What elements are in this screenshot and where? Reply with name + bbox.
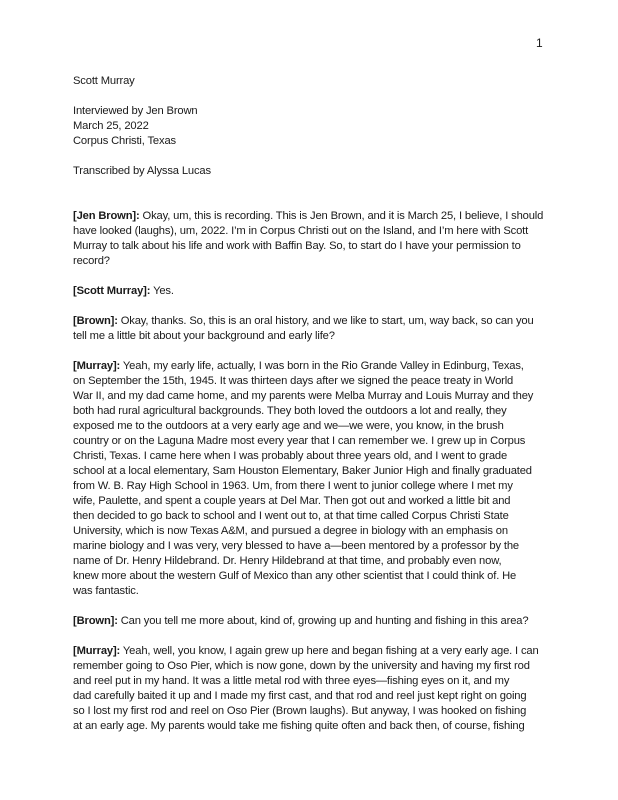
line-text: Can you tell me more about, kind of, growing up and hunting and fishing in this area? bbox=[117, 615, 529, 627]
transcript-line bbox=[73, 674, 553, 689]
line-text: on September the 15th, 1945. It was thirteen days after we signed the peace treaty in World bbox=[73, 375, 514, 387]
line-text: school at a local elementary, Sam Houston Elementary, Baker Junior High and finally graduated bbox=[73, 465, 532, 477]
transcript-line bbox=[73, 314, 553, 329]
transcript-line bbox=[73, 494, 553, 509]
spacer bbox=[73, 629, 553, 644]
spacer bbox=[73, 179, 553, 194]
transcript-paragraph bbox=[73, 644, 553, 734]
speaker-label: [Murray]: bbox=[73, 645, 121, 657]
line-text: Yeah, well, you know, I again grew up here and began fishing at a very early age. I can bbox=[120, 645, 539, 657]
interview-date: March 25, 2022 bbox=[73, 120, 149, 132]
line-text: have looked (laughs), um, 2022. I’m in Corpus Christi out on the Island, and I’m here with Scott bbox=[73, 225, 529, 237]
speaker-label: [Brown]: bbox=[73, 315, 118, 327]
line-text: University, which is now Texas A&M, and pursued a degree in biology with an emphasis on bbox=[73, 525, 508, 537]
transcript-line bbox=[73, 689, 553, 704]
page-number: 1 bbox=[536, 36, 543, 50]
line-text: record? bbox=[73, 255, 110, 267]
line-text: wife, Paulette, and spent a couple years at Del Mar. Then got out and worked a little bit and bbox=[73, 495, 511, 507]
line-text: remember going to Oso Pier, which is now gone, down by the university and having my first rod bbox=[73, 660, 530, 672]
transcript-line bbox=[73, 374, 553, 389]
transcript-line bbox=[73, 464, 553, 479]
transcript-line bbox=[73, 419, 553, 434]
transcript-line bbox=[73, 239, 553, 254]
transcript-line bbox=[73, 614, 553, 629]
line-text: Okay, um, this is recording. This is Jen Brown, and it is March 25, I believe, I should bbox=[139, 210, 544, 222]
transcript-line bbox=[73, 284, 553, 299]
line-text: Yeah, my early life, actually, I was born in the Rio Grande Valley in Edinburg, Texas, bbox=[120, 360, 524, 372]
transcript-paragraph bbox=[73, 209, 553, 269]
line-text: Christi, Texas. I came here when I was probably about three years old, and I went to grade bbox=[73, 450, 508, 462]
line-text: country or on the Laguna Madre most every year that I can remember we. I grew up in Corpus bbox=[73, 435, 526, 447]
spacer bbox=[73, 269, 553, 284]
speaker-label: [Brown]: bbox=[73, 615, 118, 627]
document-body bbox=[73, 74, 553, 734]
line-text: at an early age. My parents would take me fishing quite often and back then, of course, fishing bbox=[73, 720, 525, 732]
transcript-line bbox=[73, 719, 553, 734]
speaker-label: [Scott Murray]: bbox=[73, 285, 151, 297]
line-text: both had rural agricultural backgrounds. They both loved the outdoors a lot and really, they bbox=[73, 405, 507, 417]
transcript-paragraph bbox=[73, 359, 553, 599]
interview-location: Corpus Christi, Texas bbox=[73, 135, 176, 147]
transcript-line bbox=[73, 449, 553, 464]
transcript-line bbox=[73, 329, 553, 344]
interviewee-name: Scott Murray bbox=[73, 75, 135, 87]
spacer bbox=[73, 599, 553, 614]
line-text: from W. B. Ray High School in 1963. Um, from there I went to junior college where I met my bbox=[73, 480, 513, 492]
spacer bbox=[73, 344, 553, 359]
transcript-line bbox=[73, 584, 553, 599]
line-text: name of Dr. Henry Hildebrand. Dr. Henry Hildebrand at that time, and probably even now, bbox=[73, 555, 502, 567]
line-text: dad carefully baited it up and I made my first cast, and that rod and reel just kept right on going bbox=[73, 690, 527, 702]
transcript-line bbox=[73, 659, 553, 674]
line-text: exposed me to the outdoors at a very early age and we—we were, you know, in the brush bbox=[73, 420, 504, 432]
line-text: and reel put in my hand. It was a little metal rod with three eyes—fishing eyes on it, and my bbox=[73, 675, 510, 687]
transcript-line bbox=[73, 704, 553, 719]
transcript-paragraph bbox=[73, 314, 553, 344]
transcript-paragraph bbox=[73, 614, 553, 629]
transcript-line bbox=[73, 539, 553, 554]
transcript-line bbox=[73, 569, 553, 584]
line-text: so I lost my first rod and reel on Oso Pier (Brown laughs). But anyway, I was hooked on fishing bbox=[73, 705, 527, 717]
spacer bbox=[73, 149, 553, 164]
transcript-line bbox=[73, 404, 553, 419]
transcript-line bbox=[73, 479, 553, 494]
transcript-line bbox=[73, 434, 553, 449]
transcript bbox=[73, 209, 553, 734]
transcriber-line: Transcribed by Alyssa Lucas bbox=[73, 165, 211, 177]
line-text: Murray to talk about his life and work with Baffin Bay. So, to start do I have your permission to bbox=[73, 240, 521, 252]
interviewer-line: Interviewed by Jen Brown bbox=[73, 105, 198, 117]
transcript-line bbox=[73, 509, 553, 524]
line-text: tell me a little bit about your background and early life? bbox=[73, 330, 335, 342]
transcript-line bbox=[73, 254, 553, 269]
line-text: then decided to go back to school and I went out to, at that time called Corpus Christi State bbox=[73, 510, 509, 522]
line-text: Yes. bbox=[150, 285, 174, 297]
spacer bbox=[73, 194, 553, 209]
transcript-line bbox=[73, 644, 553, 659]
transcript-paragraph bbox=[73, 284, 553, 299]
spacer bbox=[73, 299, 553, 314]
speaker-label: [Murray]: bbox=[73, 360, 121, 372]
spacer bbox=[73, 89, 553, 104]
transcript-line bbox=[73, 209, 553, 224]
transcript-line bbox=[73, 389, 553, 404]
line-text: knew more about the western Gulf of Mexico than any other scientist that I could think of. He bbox=[73, 570, 517, 582]
speaker-label: [Jen Brown]: bbox=[73, 210, 140, 222]
transcript-line bbox=[73, 554, 553, 569]
transcript-line bbox=[73, 524, 553, 539]
transcript-line bbox=[73, 224, 553, 239]
line-text: War II, and my dad came home, and my parents were Melba Murray and Louis Murray and they bbox=[73, 390, 534, 402]
line-text: marine biology and I was very, very blessed to have a—been mentored by a professor by the bbox=[73, 540, 519, 552]
transcript-line bbox=[73, 359, 553, 374]
line-text: was fantastic. bbox=[73, 585, 139, 597]
line-text: Okay, thanks. So, this is an oral history, and we like to start, um, way back, so can you bbox=[117, 315, 534, 327]
